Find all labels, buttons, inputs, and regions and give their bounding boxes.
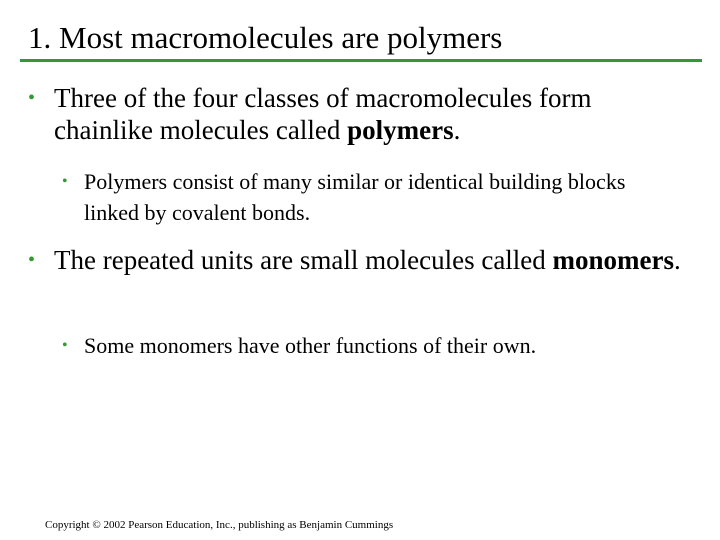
bullet-text-part: .: [453, 115, 461, 145]
bullet-term-polymers: polymers: [347, 115, 454, 145]
bullet-dot-icon: •: [62, 337, 68, 354]
bullet-dot-icon: •: [28, 249, 36, 271]
bullet-text: Polymers consist of many similar or identical building blocks linked by covalent bonds.: [84, 169, 626, 225]
slide-title: 1. Most macromolecules are polymers: [28, 20, 503, 55]
sub-bullet-other-functions: [62, 330, 682, 361]
sub-bullet-building-blocks: [62, 166, 682, 228]
bullet-dot-icon: •: [28, 87, 36, 109]
bullet-monomers: [28, 244, 688, 276]
bullet-polymers: [28, 82, 688, 146]
bullet-dot-icon: •: [62, 173, 68, 190]
bullet-text-part: The repeated units are small molecules called: [54, 245, 553, 275]
bullet-text-part: Three of the four classes of macromolecules form chainlike molecules called: [54, 83, 592, 145]
title-underline: [20, 59, 702, 62]
bullet-text-part: .: [674, 245, 681, 275]
bullet-text: [54, 244, 681, 276]
bullet-text: [54, 82, 688, 146]
copyright-footer: Copyright © 2002 Pearson Education, Inc., publishing as Benjamin Cummings: [45, 519, 394, 531]
bullet-term-monomers: monomers: [552, 245, 675, 275]
bullet-text: Some monomers have other functions of their own.: [84, 333, 537, 358]
